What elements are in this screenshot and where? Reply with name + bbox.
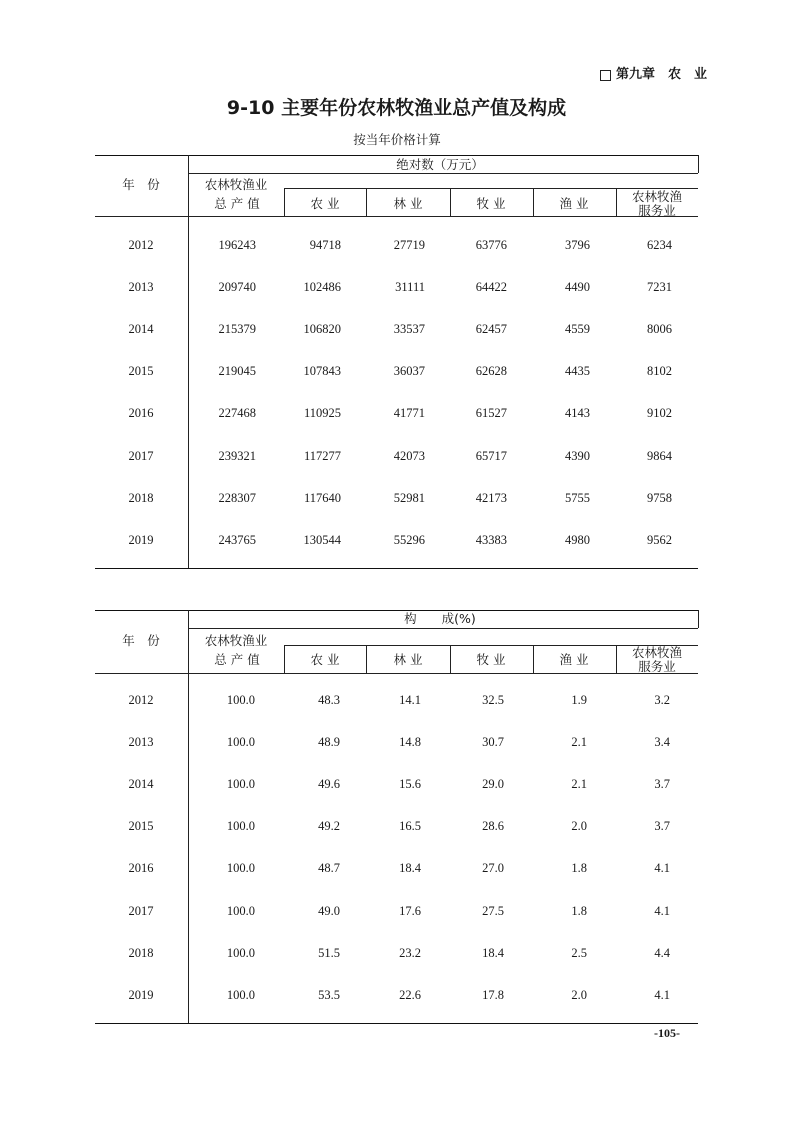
- total-value: 100.0: [226, 946, 255, 960]
- table-row: [0, 532, 793, 548]
- total-value: 209740: [218, 280, 256, 294]
- year-cell: 2018: [128, 491, 154, 505]
- animal-husbandry-value: 32.5: [482, 693, 504, 707]
- service-value: 4.1: [654, 904, 670, 918]
- agriculture-value: 102486: [303, 280, 341, 294]
- animal-husbandry-value: 27.0: [482, 861, 504, 875]
- total-value: 100.0: [226, 777, 255, 791]
- total-value: 100.0: [226, 861, 255, 875]
- service-value: 4.1: [654, 988, 670, 1002]
- year-cell: 2019: [128, 533, 154, 547]
- total-value: 100.0: [226, 819, 255, 833]
- agriculture-value: 53.5: [318, 988, 340, 1002]
- total-value: 100.0: [226, 735, 255, 749]
- total-column-header-line1: 农林牧渔业: [204, 633, 268, 648]
- year-cell: 2019: [128, 988, 154, 1002]
- animal-husbandry-value: 17.8: [482, 988, 504, 1002]
- forestry-column-header: 林 业: [393, 652, 423, 667]
- fishery-value: 2.0: [571, 988, 587, 1002]
- forestry-value: 52981: [393, 491, 425, 505]
- page-title: 9-10 主要年份农林牧渔业总产值及构成: [226, 97, 567, 119]
- forestry-value: 14.8: [399, 735, 421, 749]
- year-cell: 2014: [128, 322, 154, 336]
- animal-husbandry-value: 27.5: [482, 904, 504, 918]
- service-value: 3.2: [654, 693, 670, 707]
- total-value: 100.0: [226, 904, 255, 918]
- fishery-value: 4143: [565, 406, 590, 420]
- agriculture-value: 49.0: [318, 904, 340, 918]
- forestry-value: 55296: [393, 533, 425, 547]
- animal-husbandry-value: 64422: [475, 280, 507, 294]
- agriculture-value: 48.9: [318, 735, 340, 749]
- year-cell: 2013: [128, 280, 154, 294]
- animal-husbandry-value: 28.6: [482, 819, 504, 833]
- agriculture-value: 130544: [303, 533, 341, 547]
- table-row: [0, 818, 793, 834]
- forestry-value: 41771: [393, 406, 425, 420]
- year-cell: 2016: [128, 861, 154, 875]
- agriculture-value: 49.6: [318, 777, 340, 791]
- forestry-value: 31111: [395, 280, 425, 294]
- forestry-value: 15.6: [399, 777, 421, 791]
- fishery-value: 2.1: [571, 777, 587, 791]
- forestry-value: 16.5: [399, 819, 421, 833]
- animal-husbandry-column-header: 牧 业: [476, 196, 506, 211]
- fishery-value: 5755: [565, 491, 590, 505]
- year-cell: 2017: [128, 904, 154, 918]
- fishery-value: 4980: [565, 533, 590, 547]
- animal-husbandry-value: 63776: [475, 238, 507, 252]
- fishery-value: 2.1: [571, 735, 587, 749]
- forestry-value: 42073: [393, 449, 425, 463]
- forestry-value: 22.6: [399, 988, 421, 1002]
- group-header-rule: [188, 628, 698, 629]
- total-value: 196243: [218, 238, 256, 252]
- animal-husbandry-value: 62457: [475, 322, 507, 336]
- service-column-header-line2: 服务业: [638, 659, 676, 674]
- year-cell: 2015: [128, 819, 154, 833]
- total-value: 227468: [218, 406, 256, 420]
- year-cell: 2015: [128, 364, 154, 378]
- table-row: [0, 734, 793, 750]
- year-cell: 2014: [128, 777, 154, 791]
- fishery-column-header: 渔 业: [559, 652, 589, 667]
- table-row: [0, 405, 793, 421]
- service-value: 9102: [647, 406, 672, 420]
- agriculture-value: 107843: [303, 364, 341, 378]
- forestry-value: 36037: [393, 364, 425, 378]
- year-column-divider: [188, 155, 189, 568]
- total-value: 100.0: [226, 988, 255, 1002]
- fishery-value: 3796: [565, 238, 590, 252]
- year-cell: 2012: [128, 693, 154, 707]
- animal-husbandry-column-header: 牧 业: [476, 652, 506, 667]
- service-value: 9562: [647, 533, 672, 547]
- fishery-value: 1.8: [571, 861, 587, 875]
- table-row: [0, 363, 793, 379]
- animal-husbandry-value: 62628: [475, 364, 507, 378]
- service-value: 4.4: [654, 946, 670, 960]
- table-row: [0, 903, 793, 919]
- forestry-value: 17.6: [399, 904, 421, 918]
- forestry-value: 18.4: [399, 861, 421, 875]
- table-row: [0, 860, 793, 876]
- agriculture-value: 106820: [303, 322, 341, 336]
- page-number: -105-: [654, 1026, 680, 1040]
- service-value: 9864: [647, 449, 672, 463]
- service-value: 3.7: [654, 819, 670, 833]
- forestry-value: 14.1: [399, 693, 421, 707]
- group-header-right-border: [698, 155, 699, 173]
- animal-husbandry-value: 65717: [475, 449, 507, 463]
- year-cell: 2016: [128, 406, 154, 420]
- table-bottom-rule: [95, 568, 698, 569]
- fishery-value: 2.0: [571, 819, 587, 833]
- table-row: [0, 987, 793, 1003]
- table-top-rule: [95, 155, 698, 156]
- animal-husbandry-value: 29.0: [482, 777, 504, 791]
- column-divider: [366, 188, 367, 216]
- total-value: 215379: [218, 322, 256, 336]
- table-row: [0, 279, 793, 295]
- forestry-value: 33537: [393, 322, 425, 336]
- total-column-header-line2: 总 产 值: [214, 652, 260, 667]
- header-bottom-rule: [95, 216, 698, 217]
- table-row: [0, 237, 793, 253]
- agriculture-column-header: 农 业: [310, 196, 340, 211]
- service-value: 6234: [647, 238, 672, 252]
- service-value: 7231: [647, 280, 672, 294]
- forestry-value: 27719: [393, 238, 425, 252]
- square-icon: [600, 70, 611, 81]
- animal-husbandry-value: 61527: [475, 406, 507, 420]
- agriculture-value: 117277: [303, 449, 341, 463]
- fishery-value: 2.5: [571, 946, 587, 960]
- fishery-value: 4559: [565, 322, 590, 336]
- fishery-value: 4490: [565, 280, 590, 294]
- forestry-column-header: 林 业: [393, 196, 423, 211]
- total-value: 228307: [218, 491, 256, 505]
- total-value: 239321: [218, 449, 256, 463]
- total-column-header-line1: 农林牧渔业: [204, 177, 268, 192]
- agriculture-column-header: 农 业: [310, 652, 340, 667]
- fishery-value: 1.8: [571, 904, 587, 918]
- table-row: [0, 448, 793, 464]
- year-cell: 2013: [128, 735, 154, 749]
- service-value: 4.1: [654, 861, 670, 875]
- year-column-divider: [188, 610, 189, 1023]
- column-divider: [366, 645, 367, 673]
- service-value: 3.7: [654, 777, 670, 791]
- table-row: [0, 490, 793, 506]
- year-column-header: 年 份: [122, 633, 160, 648]
- total-value: 219045: [218, 364, 256, 378]
- animal-husbandry-value: 30.7: [482, 735, 504, 749]
- table-row: [0, 776, 793, 792]
- total-value: 100.0: [226, 693, 255, 707]
- animal-husbandry-value: 18.4: [482, 946, 504, 960]
- service-column-header-line2: 服务业: [638, 203, 676, 218]
- group-header-rule: [188, 173, 698, 174]
- agriculture-value: 49.2: [318, 819, 340, 833]
- service-value: 8102: [647, 364, 672, 378]
- agriculture-value: 110925: [303, 406, 341, 420]
- year-column-header: 年 份: [122, 177, 160, 192]
- agriculture-value: 48.3: [318, 693, 340, 707]
- service-column-header-line1: 农林牧渔: [631, 645, 682, 660]
- table-bottom-rule: [95, 1023, 698, 1024]
- animal-husbandry-value: 43383: [475, 533, 507, 547]
- page-subtitle: 按当年价格计算: [353, 132, 441, 147]
- animal-husbandry-value: 42173: [475, 491, 507, 505]
- total-value: 243765: [218, 533, 256, 547]
- agriculture-value: 94718: [309, 238, 341, 252]
- group-header-label: 构 成(%): [404, 611, 476, 626]
- year-cell: 2012: [128, 238, 154, 252]
- year-cell: 2017: [128, 449, 154, 463]
- fishery-value: 1.9: [571, 693, 587, 707]
- service-column-header-line1: 农林牧渔: [631, 189, 682, 204]
- service-value: 8006: [647, 322, 672, 336]
- table-row: [0, 321, 793, 337]
- agriculture-value: 117640: [303, 491, 341, 505]
- agriculture-value: 48.7: [318, 861, 340, 875]
- year-cell: 2018: [128, 946, 154, 960]
- fishery-value: 4390: [565, 449, 590, 463]
- agriculture-value: 51.5: [318, 946, 340, 960]
- total-column-header-line2: 总 产 值: [214, 196, 260, 211]
- header-bottom-rule: [95, 673, 698, 674]
- service-value: 3.4: [654, 735, 670, 749]
- group-header-right-border: [698, 610, 699, 628]
- fishery-column-header: 渔 业: [559, 196, 589, 211]
- fishery-value: 4435: [565, 364, 590, 378]
- chapter-header: 第九章 农 业: [616, 67, 708, 82]
- table-row: [0, 692, 793, 708]
- service-value: 9758: [647, 491, 672, 505]
- table-row: [0, 945, 793, 961]
- group-header-label: 绝对数（万元）: [396, 157, 484, 172]
- forestry-value: 23.2: [399, 946, 421, 960]
